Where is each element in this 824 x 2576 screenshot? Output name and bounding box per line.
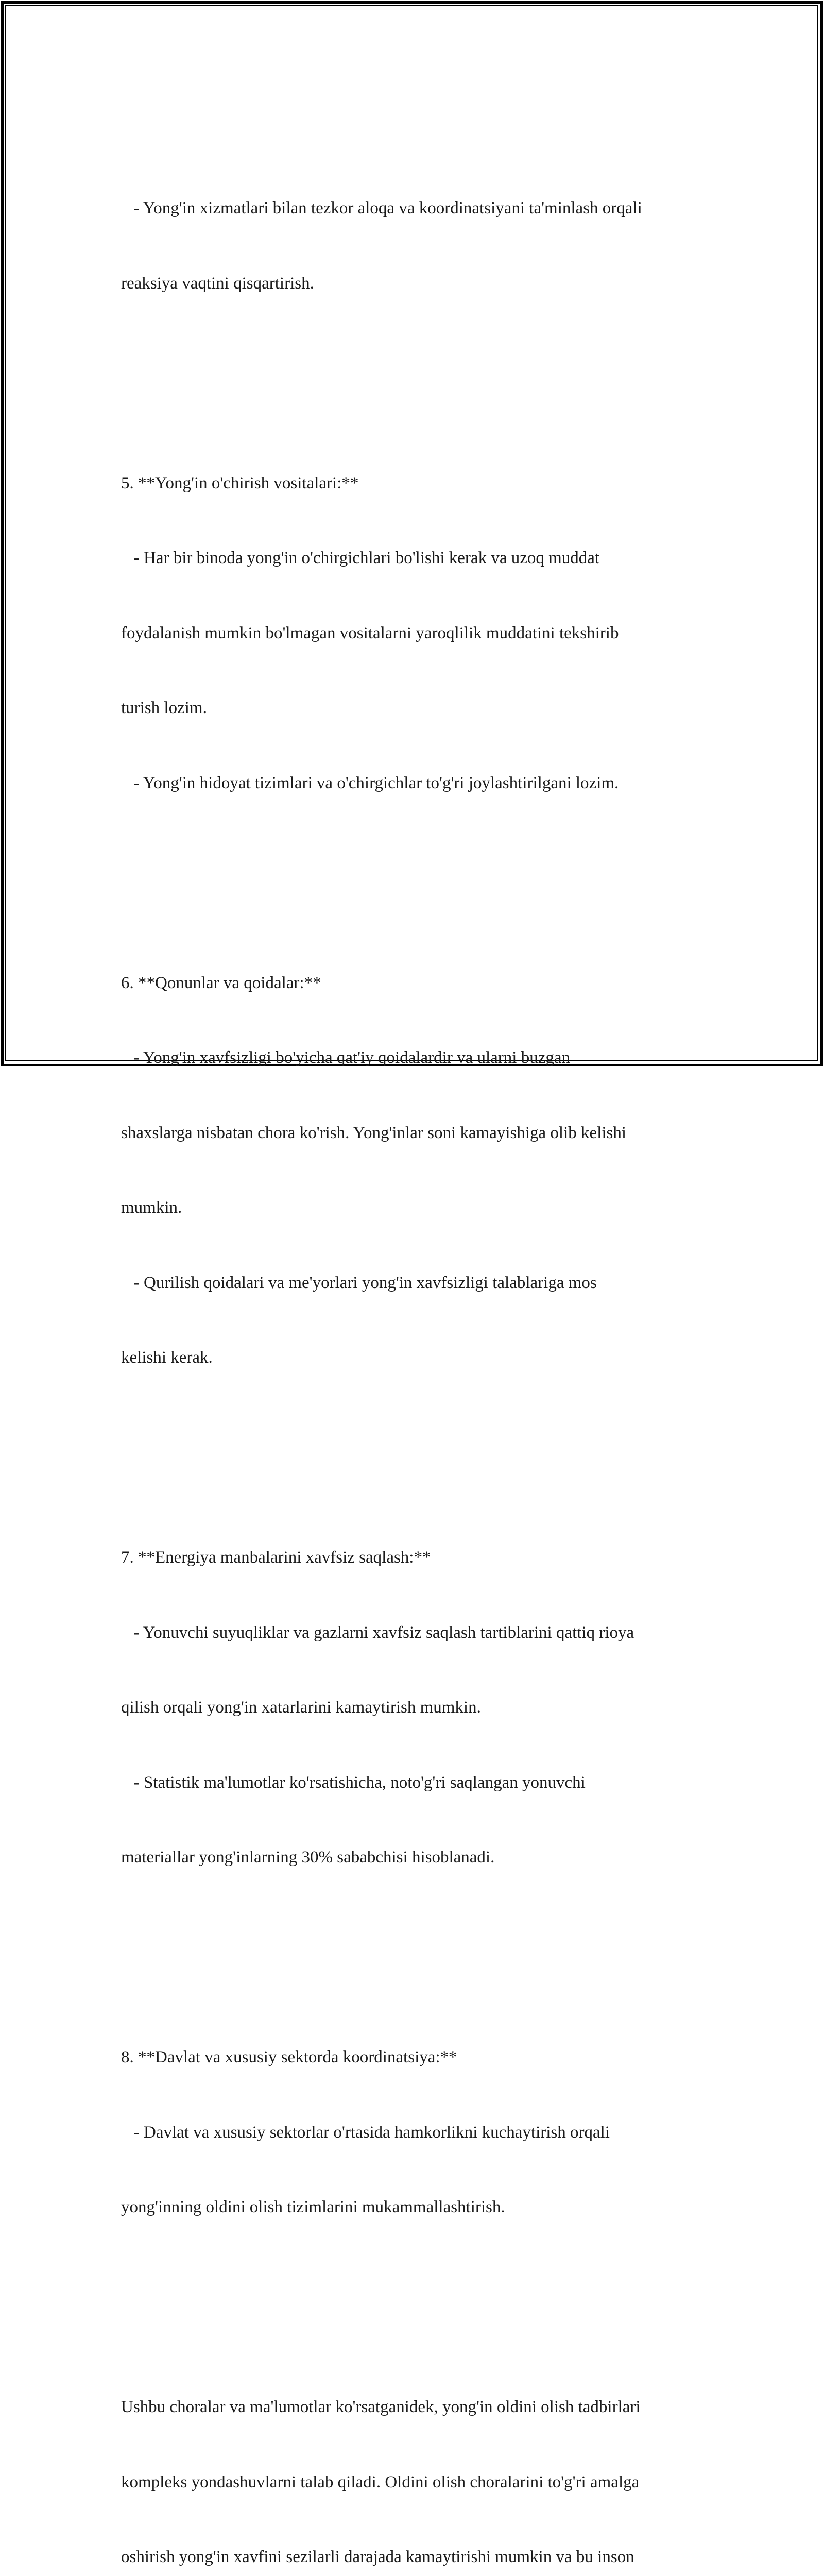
- text-line: turish lozim.: [121, 699, 207, 717]
- section-8: [121, 1995, 729, 2270]
- text-line: foydalanish mumkin bo'lmagan vositalarni yaroqlilik muddatini tekshirib: [121, 623, 619, 642]
- text-line: materiallar yong'inlarning 30% sababchisi hisoblanadi.: [121, 1848, 495, 1867]
- text-line: kompleks yondashuvlarni talab qiladi. Oldini olish choralarini to'g'ri amalga: [121, 2472, 640, 2492]
- text-line: yong'inning oldini olish tizimlarini mukammallashtirish.: [121, 2198, 505, 2216]
- text-line: - Yong'in xizmatlari bilan tezkor aloqa va koordinatsiyani ta'minlash orqali: [121, 199, 642, 217]
- text-line: reaksiya vaqtini qisqartirish.: [121, 274, 314, 293]
- text-line: - Yong'in hidoyat tizimlari va o'chirgichlar to'g'ri joylashtirilgani lozim.: [121, 773, 619, 792]
- paragraph-item-4-continuation: [121, 146, 729, 346]
- section-heading: 6. **Qonunlar va qoidalar:**: [121, 973, 321, 992]
- text-line: Ushbu choralar va ma'lumotlar ko'rsatganidek, yong'in oldini olish tadbirlari: [121, 2398, 641, 2416]
- text-line: shaxslarga nisbatan chora ko'rish. Yong'inlar soni kamayishiga olib kelishi: [121, 1123, 626, 1142]
- document-body: [121, 96, 729, 2576]
- section-heading: 8. **Davlat va xususiy sektorda koordinatsiya:**: [121, 2048, 457, 2066]
- section-6: [121, 921, 729, 1420]
- text-line: - Yong'in xavfsizligi bo'yicha qat'iy qoidalardir va ularni buzgan: [121, 1048, 570, 1067]
- section-7: [121, 1495, 729, 1920]
- section-5: [121, 421, 729, 846]
- section-heading: 7. **Energiya manbalarini xavfsiz saqlash:**: [121, 1548, 431, 1567]
- text-line: - Yonuvchi suyuqliklar va gazlarni xavfsiz saqlash tartiblarini qattiq rioya: [121, 1623, 634, 1642]
- text-line: - Qurilish qoidalari va me'yorlari yong'in xavfsizligi talablariga mos: [121, 1273, 597, 1292]
- text-line: - Statistik ma'lumotlar ko'rsatishicha, noto'g'ri saqlangan yonuvchi: [121, 1773, 586, 1792]
- text-line: qilish orqali yong'in xatarlarini kamaytirish mumkin.: [121, 1698, 481, 1717]
- text-line: mumkin.: [121, 1198, 182, 1217]
- text-line: - Davlat va xususiy sektorlar o'rtasida hamkorlikni kuchaytirish orqali: [121, 2123, 610, 2142]
- text-line: oshirish yong'in xavfini sezilarli darajada kamaytirishi mumkin va bu inson: [121, 2548, 634, 2566]
- conclusion-paragraph: [121, 2345, 729, 2576]
- section-heading: 5. **Yong'in o'chirish vositalari:**: [121, 473, 359, 493]
- text-line: - Har bir binoda yong'in o'chirgichlari bo'lishi kerak va uzoq muddat: [121, 549, 600, 567]
- text-line: kelishi kerak.: [121, 1348, 213, 1367]
